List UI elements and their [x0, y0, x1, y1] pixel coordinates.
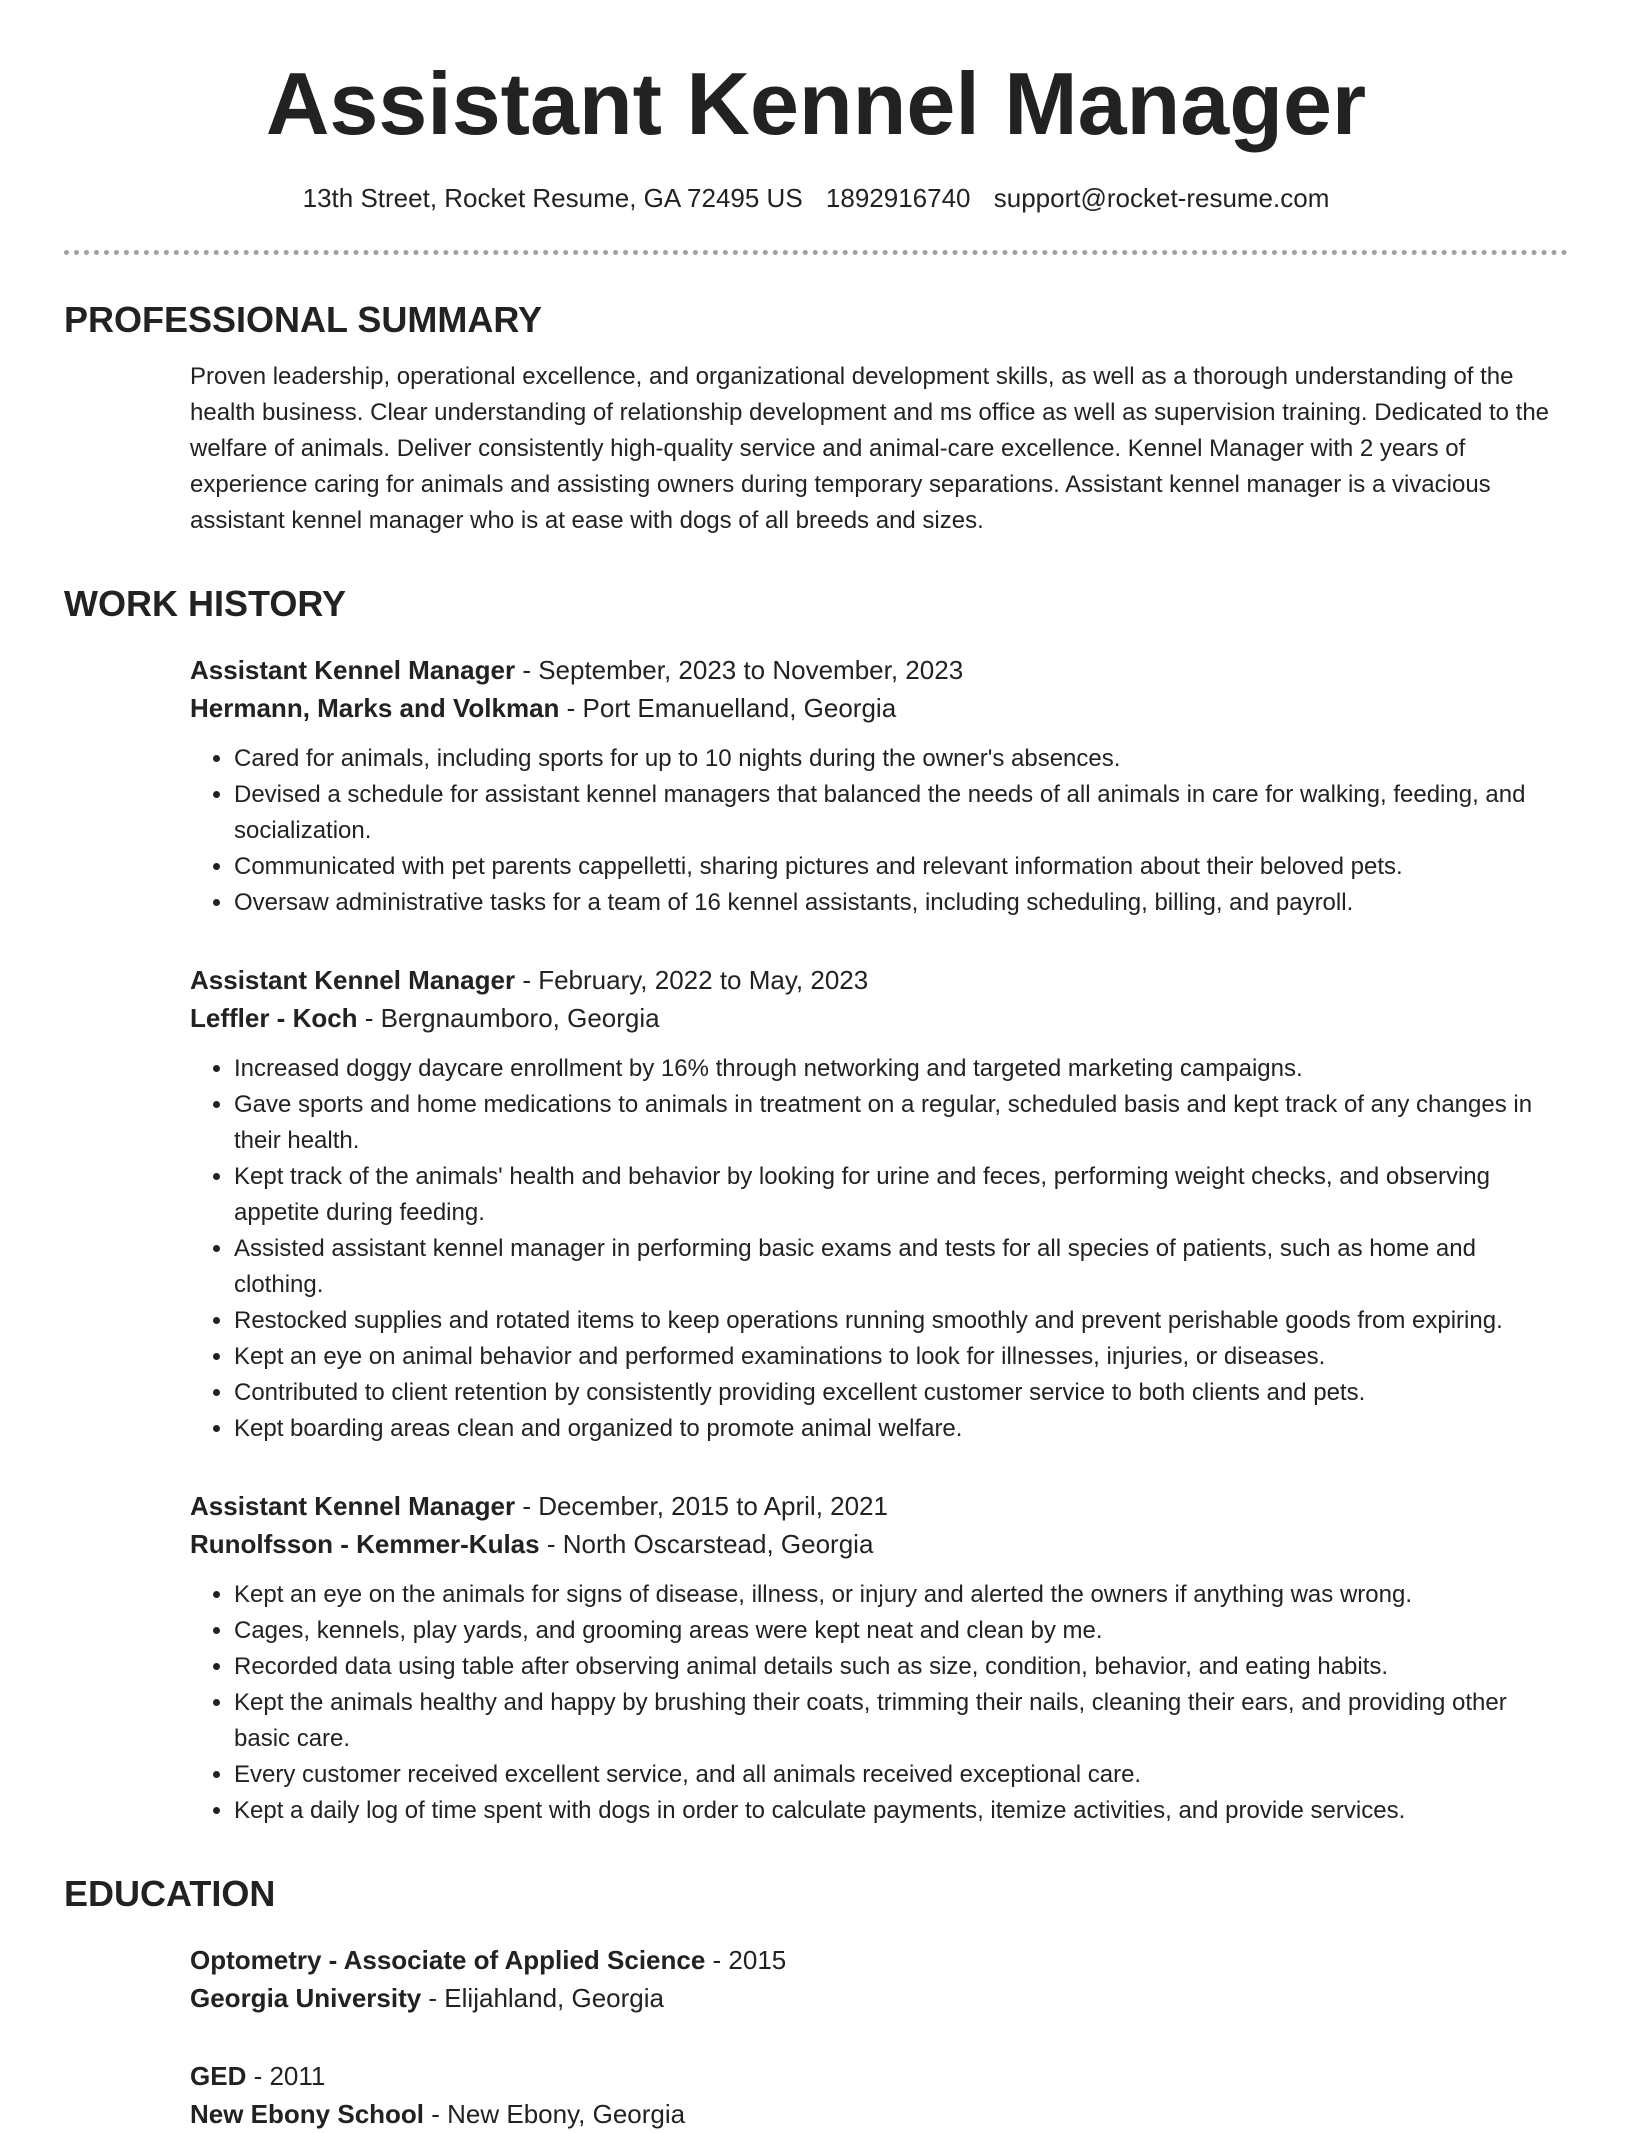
- contact-phone: 1892916740: [825, 182, 971, 213]
- education-degree: Optometry - Associate of Applied Science: [190, 1944, 706, 1975]
- job-role: Assistant Kennel Manager: [190, 654, 516, 685]
- job-bullet: • Restocked supplies and rotated items to keep operations running smoothly and prevent perishable goods from expiring.: [234, 1303, 1568, 1339]
- job-bullet: • Cared for animals, including sports for up to 10 nights during the owner's absences.: [234, 741, 1568, 777]
- education-year: - 2015: [705, 1944, 787, 1975]
- job-bullet: • Oversaw administrative tasks for a team of 16 kennel assistants, including scheduling, billing, and payroll.: [234, 885, 1568, 921]
- job-bullet: • Kept the animals healthy and happy by brushing their coats, trimming their nails, cleaning their ears, and providing other basic care.: [234, 1685, 1568, 1757]
- resume-header: [0, 0, 1632, 214]
- candidate-name: Assistant Kennel Manager: [265, 54, 1367, 153]
- job-bullet: • Kept track of the animals' health and behavior by looking for urine and feces, performing weight checks, and observing appetite during feeding.: [234, 1159, 1568, 1231]
- job-bullet: • Assisted assistant kennel manager in performing basic exams and tests for all species of patients, such as home and clothing.: [234, 1231, 1568, 1303]
- job-bullet: • Kept an eye on the animals for signs of disease, illness, or injury and alerted the owners if anything was wrong.: [234, 1577, 1568, 1613]
- job-company: Hermann, Marks and Volkman: [190, 692, 560, 723]
- job-bullet: • Recorded data using table after observing animal details such as size, condition, behavior, and eating habits.: [234, 1649, 1568, 1685]
- job-entry: [190, 651, 1568, 921]
- education-entry: [190, 1941, 1568, 2017]
- contact-email: support@rocket-resume.com: [993, 182, 1330, 213]
- job-location: - Port Emanuelland, Georgia: [559, 692, 897, 723]
- education-degree-line: [190, 2057, 1568, 2095]
- job-bullet: • Every customer received excellent service, and all animals received exceptional care.: [234, 1757, 1568, 1793]
- job-company-line: [190, 689, 1568, 727]
- job-role-line: [190, 961, 1568, 999]
- job-company: Leffler - Koch: [190, 1002, 358, 1033]
- education-section: [64, 1873, 1568, 2133]
- job-bullet: • Devised a schedule for assistant kennel managers that balanced the needs of all animals in care for walking, feeding, and socialization.: [234, 777, 1568, 849]
- job-company-line: [190, 1525, 1568, 1563]
- job-bullets: [190, 1051, 1568, 1447]
- summary-title: PROFESSIONAL SUMMARY: [64, 298, 543, 340]
- education-degree: GED: [190, 2060, 247, 2091]
- job-role-line: [190, 651, 1568, 689]
- job-role-line: [190, 1487, 1568, 1525]
- work-history-section: [64, 583, 1568, 1829]
- education-school-line: [190, 1979, 1568, 2017]
- education-school: Georgia University: [190, 1982, 422, 2013]
- job-bullets: [190, 741, 1568, 921]
- job-company: Runolfsson - Kemmer-Kulas: [190, 1528, 540, 1559]
- job-role: Assistant Kennel Manager: [190, 964, 516, 995]
- education-year: - 2011: [246, 2060, 326, 2091]
- job-role: Assistant Kennel Manager: [190, 1490, 516, 1521]
- work-history-title: WORK HISTORY: [64, 582, 347, 624]
- header-divider: [64, 250, 1568, 255]
- job-bullet: • Contributed to client retention by consistently providing excellent customer service to both clients and pets.: [234, 1375, 1568, 1411]
- job-dates: - December, 2015 to April, 2021: [515, 1490, 888, 1521]
- summary-section: [64, 299, 1568, 539]
- contact-address: 13th Street, Rocket Resume, GA 72495 US: [302, 182, 803, 213]
- job-bullet: • Kept a daily log of time spent with dogs in order to calculate payments, itemize activities, and provide services.: [234, 1793, 1568, 1829]
- job-bullet: • Communicated with pet parents cappelletti, sharing pictures and relevant information about their beloved pets.: [234, 849, 1568, 885]
- education-school: New Ebony School: [190, 2098, 425, 2129]
- education-degree-line: [190, 1941, 1568, 1979]
- job-bullets: [190, 1577, 1568, 1829]
- contact-line: [0, 183, 1632, 214]
- job-entry: [190, 1487, 1568, 1829]
- job-location: - Bergnaumboro, Georgia: [357, 1002, 660, 1033]
- job-bullet: • Increased doggy daycare enrollment by 16% through networking and targeted marketing campaigns.: [234, 1051, 1568, 1087]
- job-bullet: • Cages, kennels, play yards, and grooming areas were kept neat and clean by me.: [234, 1613, 1568, 1649]
- job-company-line: [190, 999, 1568, 1037]
- education-title: EDUCATION: [64, 1872, 276, 1914]
- education-location: - Elijahland, Georgia: [421, 1982, 665, 2013]
- job-location: - North Oscarstead, Georgia: [539, 1528, 874, 1559]
- job-bullet: • Kept an eye on animal behavior and performed examinations to look for illnesses, injuries, or diseases.: [234, 1339, 1568, 1375]
- job-dates: - September, 2023 to November, 2023: [515, 654, 964, 685]
- job-bullet: • Gave sports and home medications to animals in treatment on a regular, scheduled basis and kept track of any changes in their health.: [234, 1087, 1568, 1159]
- education-location: - New Ebony, Georgia: [424, 2098, 686, 2129]
- job-entry: [190, 961, 1568, 1447]
- job-dates: - February, 2022 to May, 2023: [515, 964, 869, 995]
- education-school-line: [190, 2095, 1568, 2133]
- job-bullet: • Kept boarding areas clean and organized to promote animal welfare.: [234, 1411, 1568, 1447]
- summary-text: Proven leadership, operational excellence, and organizational development skills, as well as a thorough understanding of the health business. Clear understanding of relationship development and ms office as well as supervision training. Dedicated to the welfare of animals. Deliver consistently high-quality service and animal-care excellence. Kennel Manager with 2 years of experience caring for animals and assisting owners during temporary separations. Assistant kennel manager is a vivacious assistant kennel manager who is at ease with dogs of all breeds and sizes.: [190, 362, 1550, 534]
- education-entry: [190, 2057, 1568, 2133]
